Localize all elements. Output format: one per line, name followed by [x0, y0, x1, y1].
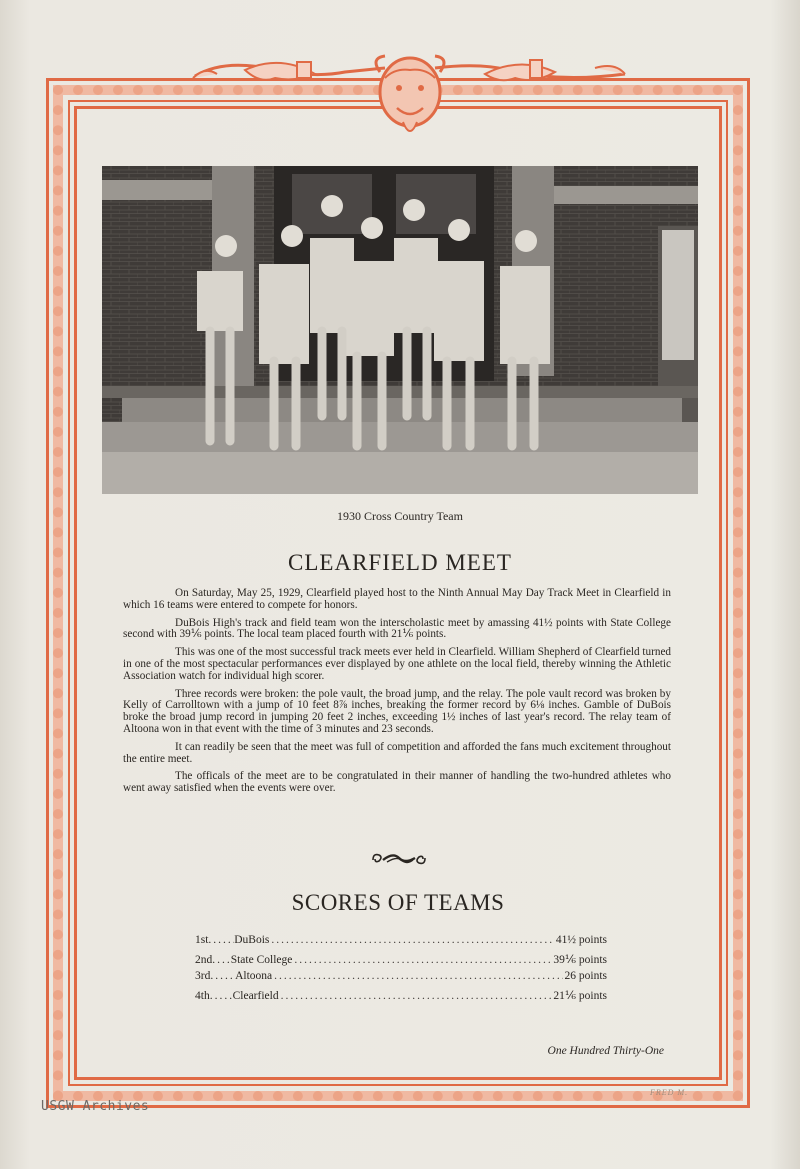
- dot-leader: [210, 990, 233, 1002]
- place-cell: 3rd: [195, 970, 211, 982]
- photo-caption: 1930 Cross Country Team: [337, 509, 463, 523]
- dot-leader: [281, 990, 552, 1002]
- flourish-divider-icon: [369, 850, 429, 868]
- article-paragraph: On Saturday, May 25, 1929, Clearfield played host to the Ninth Annual May Day Track Meet in Clearfield in which 16 teams were entered to compete for honors.: [123, 587, 671, 611]
- team-cell: DuBois: [234, 934, 270, 946]
- team-cell: State College: [230, 954, 293, 966]
- engraver-signature: FRED M.: [650, 1088, 689, 1097]
- score-row: [195, 952, 607, 970]
- dot-leader: [271, 934, 553, 946]
- points-cell: 39⅙ points: [553, 954, 607, 966]
- dot-leader: [294, 954, 551, 966]
- score-row: [195, 988, 607, 1006]
- archive-watermark: USGW Archives: [41, 1099, 150, 1114]
- team-cell: Clearfield: [232, 990, 279, 1002]
- points-cell: 41½ points: [555, 934, 607, 946]
- points-cell: 26 points: [564, 970, 607, 982]
- dot-leader: [210, 970, 235, 982]
- article-paragraph: This was one of the most successful track meets ever held in Clearfield. William Shepherd of Clearfield turned in one of the most spectacular performances ever displayed by one athlete on the local field, thereby winning the Athletic Association watch for individual high scorer.: [123, 646, 671, 682]
- page-number: One Hundred Thirty-One: [547, 1045, 664, 1057]
- dot-leader: [208, 934, 234, 946]
- points-cell: 21⅙ points: [553, 990, 607, 1002]
- section-title-clearfield-meet: CLEARFIELD MEET: [288, 550, 512, 575]
- dot-leader: [274, 970, 562, 982]
- scores-table: [195, 934, 607, 1006]
- bison-crest-icon: [185, 48, 635, 143]
- article-paragraph: The officals of the meet are to be congratulated in their manner of handling the two-hundred athletes who went away satisfied when the events were over.: [123, 770, 671, 795]
- article-paragraph: It can readily be seen that the meet was full of competition and afforded the fans much excitement throughout the entire meet.: [123, 740, 671, 765]
- place-cell: 1st: [195, 934, 209, 946]
- place-cell: 2nd: [195, 954, 213, 966]
- article-paragraph: DuBois High's track and field team won the interscholastic meet by amassing 41½ points with State College second with 39⅙ points. The local team placed fourth with 21⅙ points.: [123, 616, 671, 641]
- score-row: [195, 934, 607, 952]
- dot-leader: [212, 954, 230, 966]
- article-body: [123, 588, 671, 801]
- article-paragraph: Three records were broken: the pole vault, the broad jump, and the relay. The pole vault record was broken by Kelly of Carrolltown with a jump of 10 feet 8⅞ inches, breaking the former record by 6⅛ inches. Gamble of DuBois broke the broad jump record in jumping 20 feet 2 inches, exceeding 1½ inches of last year's record. The relay team of Altoona won in that event with the time of 3 minutes and 23 seconds.: [123, 687, 671, 735]
- place-cell: 4th: [195, 990, 210, 1002]
- score-row: [195, 970, 607, 988]
- team-cell: Altoona: [235, 970, 273, 982]
- team-photo: [102, 166, 698, 494]
- section-title-scores: SCORES OF TEAMS: [291, 890, 505, 915]
